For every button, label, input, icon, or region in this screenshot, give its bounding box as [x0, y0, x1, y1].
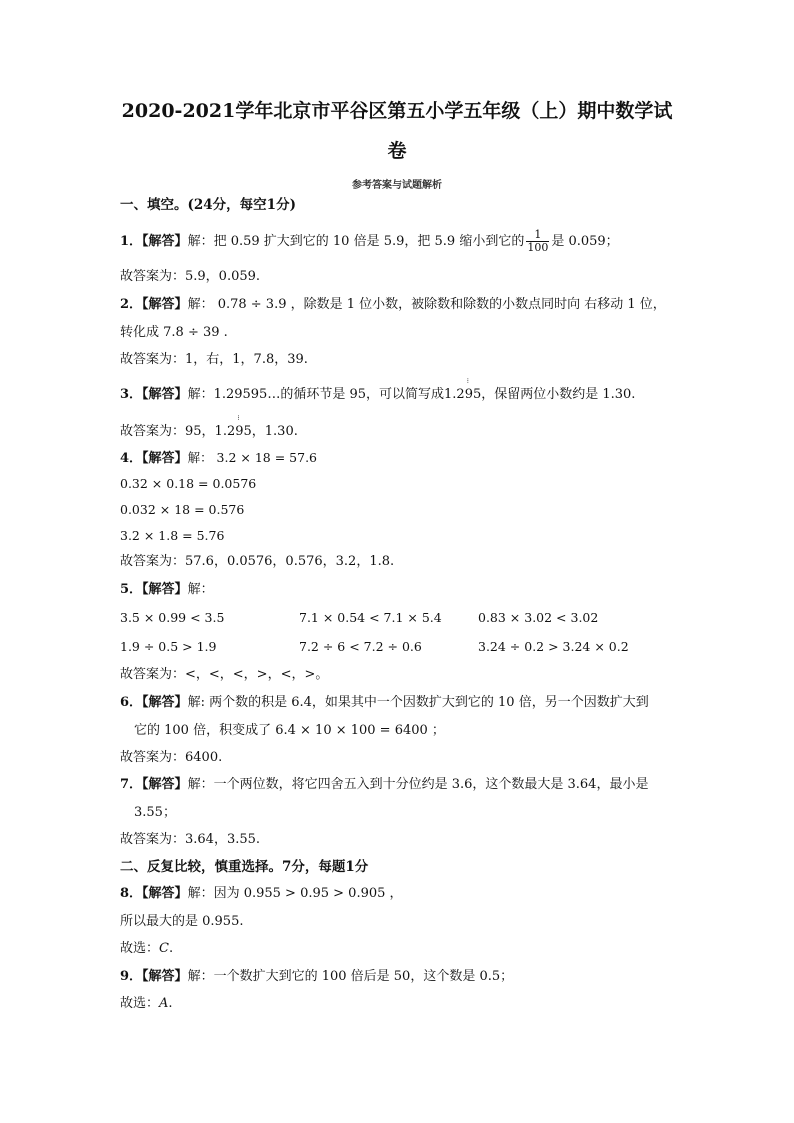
- q8-answer: 故选：C.: [120, 941, 174, 956]
- q5-r1-c1: 3.5 × 0.99 < 3.5: [120, 610, 225, 625]
- q2-solution-cont: 转化成 7.8 ÷ 39 .: [120, 325, 228, 340]
- document-title-line1: 2020-2021学年北京市平谷区第五小学五年级（上）期中数学试: [121, 100, 673, 122]
- q7-solution-cont: 3.55；: [134, 805, 176, 820]
- document-title-line2: 卷: [387, 140, 407, 162]
- q6-solution-cont: 它的 100 倍，积变成了 6.4 × 10 × 100 = 6400 ；: [134, 723, 445, 738]
- q2-solution: 2．【解答】解： 0.78 ÷ 3.9 ，除数是 1 位小数，被除数和除数的小数点同时向 右移动 1 位，: [120, 297, 666, 312]
- q5-r2-c2: 7.2 ÷ 6 < 7.2 ÷ 0.6: [299, 639, 422, 654]
- q4-answer: 故答案为：57.6，0.0576，0.576，3.2，1.8.: [120, 554, 395, 569]
- q8-solution: 8．【解答】解：因为 0.955 > 0.95 > 0.905 ，: [120, 886, 403, 901]
- q3-solution: 3．【解答】解：1.29595…的循环节是 95，可以简写成1.2 ⁝ 95，保留两位小数约是 1.30.: [120, 377, 636, 402]
- q5-solution: 5．【解答】解：: [120, 582, 214, 597]
- q6-solution: 6．【解答】解: 两个数的积是 6.4，如果其中一个因数扩大到它的 10 倍，另一个因数扩大到: [120, 695, 649, 710]
- q5-answer: 故答案为：<，<，<，>，<，>。: [120, 667, 329, 682]
- document-subtitle: 参考答案与试题解析: [352, 180, 442, 191]
- q4-solution: 4．【解答】解： 3.2 × 18 = 57.6: [120, 450, 317, 466]
- q5-r2-c3: 3.24 ÷ 0.2 > 3.24 × 0.2: [478, 639, 629, 654]
- q2-answer: 故答案为：1，右，1，7.8，39.: [120, 352, 308, 367]
- q7-solution: 7．【解答】解：一个两位数，将它四舍五入到十分位约是 3.6，这个数最大是 3.64，最小是: [120, 777, 649, 792]
- q8-solution-cont: 所以最大的是 0.955.: [120, 914, 244, 929]
- q1-solution: 1．【解答】解：把 0.59 扩大到它的 10 倍是 5.9，把 5.9 缩小到它的 $\frac{1}{100}$ 是 0.059；: [120, 228, 619, 254]
- q6-answer: 故答案为：6400.: [120, 750, 223, 765]
- q5-r1-c3: 0.83 × 3.02 < 3.02: [478, 610, 599, 625]
- q5-r2-c1: 1.9 ÷ 0.5 > 1.9: [120, 639, 217, 654]
- q7-answer: 故答案为：3.64，3.55.: [120, 832, 261, 847]
- repeating-decimal: ⁝ 95: [464, 377, 482, 402]
- q4-eq-4: 3.2 × 1.8 = 5.76: [120, 528, 225, 543]
- q4-eq-2: 0.32 × 0.18 = 0.0576: [120, 476, 257, 491]
- section-1-heading: 一、填空。(24分，每空1分): [120, 197, 296, 213]
- q3-answer: 故答案为：95，1.2 ⁝ 95，1.30.: [120, 414, 298, 439]
- section-2-heading: 二、反复比较，慎重选择。7分，每题1分: [120, 859, 369, 875]
- q5-r1-c2: 7.1 × 0.54 < 7.1 × 5.4: [299, 610, 442, 625]
- q4-eq-3: 0.032 × 18 = 0.576: [120, 502, 245, 517]
- q9-answer: 故选：A.: [120, 996, 173, 1011]
- q1-answer: 故答案为：5.9，0.059.: [120, 269, 261, 284]
- fraction: $\frac{1}{100}$: [527, 228, 549, 254]
- q9-solution: 9．【解答】解：一个数扩大到它的 100 倍后是 50，这个数是 0.5；: [120, 969, 514, 984]
